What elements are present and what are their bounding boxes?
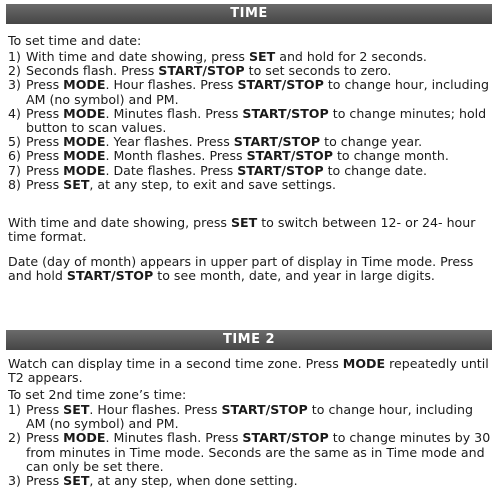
step-number: 1) — [8, 402, 21, 417]
time2-description: Watch can display time in a second time zone. Press MODE repeatedly until T2 appears. — [8, 356, 489, 386]
time-steps-list — [8, 50, 492, 192]
time-step — [8, 178, 492, 192]
time2-step — [8, 474, 492, 488]
step-text: Press MODE. Date flashes. Press START/STOP to change date. — [26, 162, 427, 178]
step-text: Press SET, at any step, to exit and save settings. — [26, 176, 336, 192]
step-number: 5) — [8, 134, 21, 150]
step-number: 1) — [8, 49, 21, 64]
time-step — [8, 107, 492, 135]
step-number: 4) — [8, 105, 21, 121]
time-intro: To set time and date: — [8, 33, 142, 48]
time-step — [8, 135, 492, 149]
step-number: 7) — [8, 162, 21, 178]
time-step — [8, 78, 492, 106]
step-number: 2) — [8, 430, 21, 446]
step-text: Press MODE. Minutes flash. Press START/STOP to change minutes by 30 from minutes in Time mode. Seconds are the same as in Time mode and can only be set there. — [26, 430, 491, 474]
step-text: Press MODE. Month flashes. Press START/STOP to change month. — [26, 148, 449, 164]
step-number: 2) — [8, 63, 21, 79]
section-header-time: TIME — [6, 4, 492, 24]
step-text: Press SET, at any step, when done setting. — [26, 473, 298, 489]
time2-intro: To set 2nd time zone’s time: — [8, 387, 187, 402]
time2-step — [8, 403, 492, 431]
step-number: 3) — [8, 473, 21, 489]
step-text: Press MODE. Hour flashes. Press START/STOP to change hour, including AM (no symbol) and PM. — [26, 77, 490, 107]
time-format-paragraph: With time and date showing, press SET to switch between 12- or 24- hour time format. — [8, 215, 476, 245]
step-number: 6) — [8, 148, 21, 164]
section-header-time-2: TIME 2 — [6, 330, 492, 350]
step-text: Press SET. Hour flashes. Press START/STOP to change hour, including AM (no symbol) and PM. — [26, 402, 474, 432]
time-step — [8, 164, 492, 178]
time2-step — [8, 431, 492, 474]
time-step — [8, 64, 492, 78]
step-text: Press MODE. Year flashes. Press START/STOP to change year. — [26, 134, 423, 150]
time2-steps-list — [8, 403, 492, 488]
step-text: Seconds flash. Press START/STOP to set seconds to zero. — [26, 63, 392, 79]
step-number: 8) — [8, 176, 21, 192]
step-text: Press MODE. Minutes flash. Press START/STOP to change minutes; hold button to scan values. — [26, 105, 487, 136]
step-text: With time and date showing, press SET and hold for 2 seconds. — [26, 49, 427, 64]
step-number: 3) — [8, 77, 21, 93]
time-step — [8, 50, 492, 64]
time-step — [8, 149, 492, 163]
date-display-paragraph: Date (day of month) appears in upper part of display in Time mode. Press and hold START/STOP to see month, date, and year in large digits. — [8, 254, 474, 284]
